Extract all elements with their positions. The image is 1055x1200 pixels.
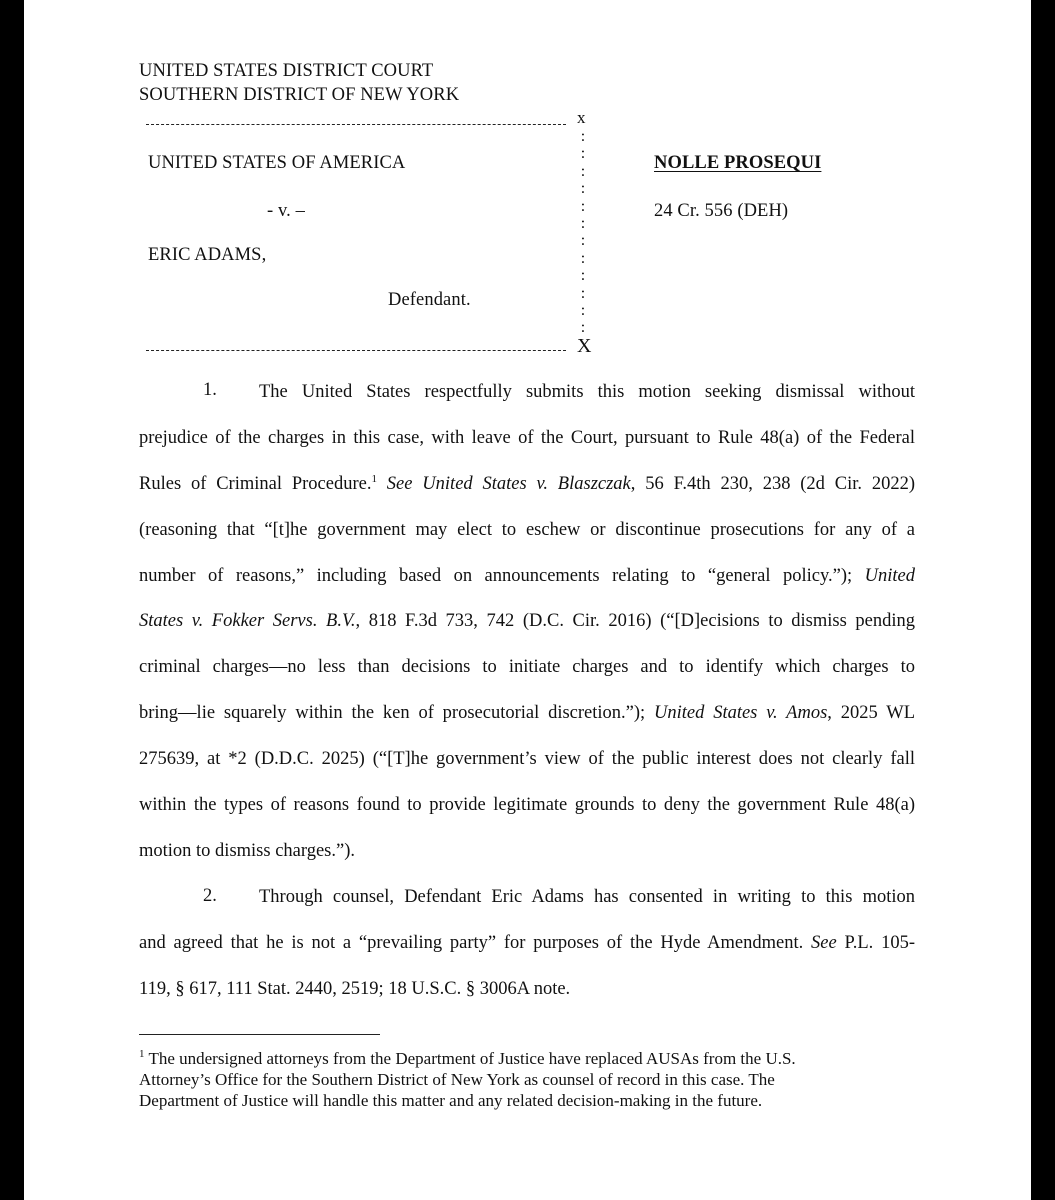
paragraph-1-line: criminal charges—no less than decisions to initiate charges and to identify which charges to: [139, 657, 915, 677]
caption-defendant-label: Defendant.: [388, 290, 471, 310]
paragraph-2-line: Through counsel, Defendant Eric Adams has consented in writing to this motion: [259, 887, 915, 907]
footnote-ref: 1: [371, 473, 377, 485]
paragraph-1-number: 1.: [203, 380, 217, 400]
case-citation: United: [864, 566, 915, 586]
paragraph-1-line: prejudice of the charges in this case, with leave of the Court, pursuant to Rule 48(a) of the Federal: [139, 428, 915, 448]
paragraph-1-line: bring—lie squarely within the ken of prosecutorial discretion.”); United States v. Amos, 2025 WL: [139, 703, 915, 723]
footnote-line: $^1$ The undersigned attorneys from the Department of Justice have replaced AUSAs from the U.S.: [139, 1048, 796, 1068]
colon-mark: :: [580, 284, 586, 302]
paragraph-1-line: within the types of reasons found to provide legitimate grounds to deny the government Rule 48(a): [139, 795, 915, 815]
colon-mark: :: [580, 267, 586, 285]
paragraph-1-line: Rules of Criminal Procedure.$^1$ See United States v. Blaszczak, 56 F.4th 230, 238 (2d Cir. 2022): [139, 473, 916, 494]
paragraph-1-line: (reasoning that “[t]he government may elect to eschew or discontinue prosecutions for any of a: [139, 520, 915, 540]
paragraph-1-line: The United States respectfully submits this motion seeking dismissal without: [259, 382, 915, 402]
document-page: [24, 0, 1031, 1200]
caption-top-marker: x: [577, 108, 586, 127]
paragraph-1-line: States v. Fokker Servs. B.V., 818 F.3d 733, 742 (D.C. Cir. 2016) (“[D]ecisions to dismiss pending: [139, 611, 915, 631]
paragraph-1-line: motion to dismiss charges.”).: [139, 841, 355, 861]
colon-mark: :: [580, 214, 586, 232]
colon-mark: :: [580, 197, 586, 215]
colon-mark: :: [580, 162, 586, 180]
colon-mark: :: [580, 180, 586, 198]
case-citation: United States v. Amos: [654, 703, 828, 723]
colon-mark: :: [580, 145, 586, 163]
paragraph-1-line: number of reasons,” including based on announcements relating to “general policy.”); United: [139, 566, 915, 586]
caption-plaintiff: UNITED STATES OF AMERICA: [148, 153, 406, 173]
colon-mark: :: [580, 128, 586, 145]
paragraph-2-line: and agreed that he is not a “prevailing party” for purposes of the Hyde Amendment. See P.L. 105-: [139, 933, 915, 953]
court-district: SOUTHERN DISTRICT OF NEW YORK: [139, 85, 460, 105]
caption-versus: - v. –: [267, 201, 305, 221]
paragraph-1-line: 275639, at *2 (D.D.C. 2025) (“[T]he government’s view of the public interest does not clearly fall: [139, 749, 915, 769]
signal-see: See: [811, 933, 837, 953]
court-name: UNITED STATES DISTRICT COURT: [139, 61, 434, 81]
footnote-marker: 1: [139, 1048, 145, 1060]
colon-mark: :: [580, 249, 586, 267]
footnote-line: Department of Justice will handle this matter and any related decision-making in the future.: [139, 1091, 763, 1110]
colon-mark: :: [580, 319, 586, 337]
caption-bottom-marker: X: [577, 335, 592, 357]
caption-bottom-rule: [146, 350, 566, 351]
paragraph-2-number: 2.: [203, 886, 217, 906]
paragraph-2-line: 119, § 617, 111 Stat. 2440, 2519; 18 U.S.C. § 3006A note.: [139, 979, 571, 999]
footnote: [139, 1048, 919, 1111]
case-number: 24 Cr. 556 (DEH): [654, 201, 789, 221]
footnote-separator: [139, 1034, 380, 1035]
footnote-line: Attorney’s Office for the Southern District of New York as counsel of record in this case. The: [139, 1070, 775, 1089]
caption-colon-column: [577, 128, 589, 337]
colon-mark: :: [580, 301, 586, 319]
document-title: NOLLE PROSEQUI: [654, 153, 822, 173]
colon-mark: :: [580, 232, 586, 250]
case-citation: States v. Fokker Servs. B.V.: [139, 611, 356, 631]
caption-defendant-name: ERIC ADAMS,: [148, 245, 267, 265]
case-citation: See United States v. Blaszczak: [386, 474, 631, 494]
caption-top-rule: [146, 124, 566, 125]
